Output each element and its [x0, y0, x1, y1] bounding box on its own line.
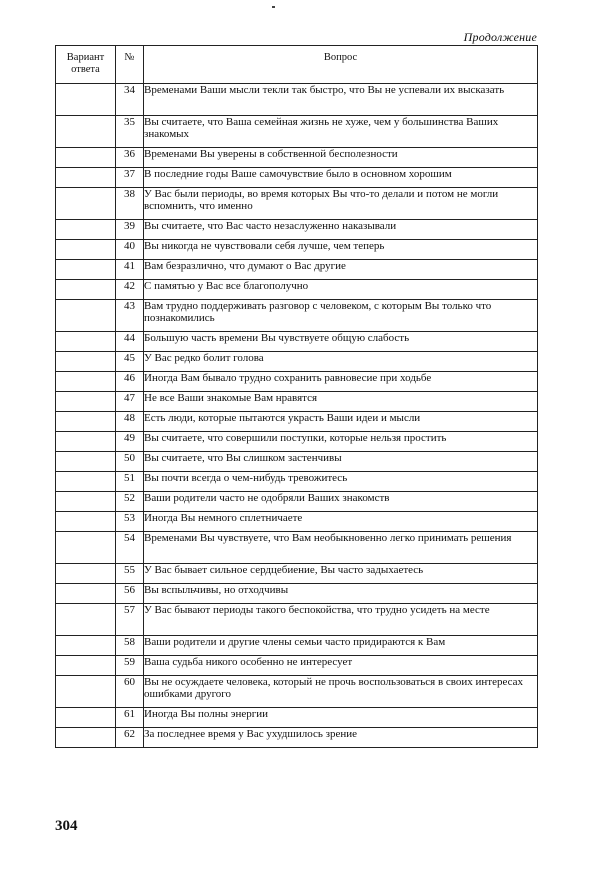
question-number: 59: [116, 656, 144, 676]
answer-cell[interactable]: [56, 372, 116, 392]
question-number: 41: [116, 260, 144, 280]
table-row: [56, 260, 538, 280]
table-row: [56, 220, 538, 240]
column-header-answer: Вариант ответа: [56, 46, 116, 84]
question-text: Не все Ваши знакомые Вам нравятся: [144, 392, 538, 412]
question-number: 38: [116, 188, 144, 220]
question-text: Ваши родители и другие члены семьи часто придираются к Вам: [144, 636, 538, 656]
question-text: Иногда Вы немного сплетничаете: [144, 512, 538, 532]
column-header-number: №: [116, 46, 144, 84]
table-row: [56, 240, 538, 260]
column-header-question: Вопрос: [144, 46, 538, 84]
answer-cell[interactable]: [56, 392, 116, 412]
question-text: Вы никогда не чувствовали себя лучше, чем теперь: [144, 240, 538, 260]
continuation-label: Продолжение: [463, 30, 537, 44]
answer-cell[interactable]: [56, 676, 116, 708]
table-row: [56, 564, 538, 584]
table-row: [56, 512, 538, 532]
question-number: 44: [116, 332, 144, 352]
answer-cell[interactable]: [56, 188, 116, 220]
answer-cell[interactable]: [56, 412, 116, 432]
question-text: У Вас были периоды, во время которых Вы что-то делали и потом не могли вспомнить, что именно: [144, 188, 538, 220]
table-row: [56, 676, 538, 708]
table-header-row: [56, 46, 538, 84]
question-number: 47: [116, 392, 144, 412]
table-row: [56, 300, 538, 332]
table-row: [56, 492, 538, 512]
table-row: [56, 584, 538, 604]
question-number: 48: [116, 412, 144, 432]
answer-cell[interactable]: [56, 168, 116, 188]
question-text: Вы почти всегда о чем-нибудь тревожитесь: [144, 472, 538, 492]
answer-cell[interactable]: [56, 452, 116, 472]
table-row: [56, 148, 538, 168]
question-text: Временами Вы уверены в собственной бесполезности: [144, 148, 538, 168]
question-number: 45: [116, 352, 144, 372]
question-number: 60: [116, 676, 144, 708]
table-row: [56, 352, 538, 372]
question-text: Вы вспыльчивы, но отходчивы: [144, 584, 538, 604]
table-row: [56, 168, 538, 188]
question-text: Временами Вы чувствуете, что Вам необыкновенно легко принимать решения: [144, 532, 538, 564]
question-text: В последние годы Ваше самочувствие было в основном хорошим: [144, 168, 538, 188]
table-row: [56, 372, 538, 392]
question-number: 39: [116, 220, 144, 240]
table-row: [56, 432, 538, 452]
table-row: [56, 708, 538, 728]
table-row: [56, 604, 538, 636]
table-row: [56, 392, 538, 412]
question-text: Вам безразлично, что думают о Вас другие: [144, 260, 538, 280]
question-number: 57: [116, 604, 144, 636]
table-row: [56, 452, 538, 472]
question-text: Ваша судьба никого особенно не интересует: [144, 656, 538, 676]
question-number: 49: [116, 432, 144, 452]
answer-cell[interactable]: [56, 584, 116, 604]
question-number: 40: [116, 240, 144, 260]
question-number: 51: [116, 472, 144, 492]
question-text: Есть люди, которые пытаются украсть Ваши идеи и мысли: [144, 412, 538, 432]
question-text: Временами Ваши мысли текли так быстро, что Вы не успевали их высказать: [144, 84, 538, 116]
question-number: 50: [116, 452, 144, 472]
question-number: 52: [116, 492, 144, 512]
answer-cell[interactable]: [56, 564, 116, 584]
question-text: Вы считаете, что Вас часто незаслуженно наказывали: [144, 220, 538, 240]
table-row: [56, 84, 538, 116]
question-number: 34: [116, 84, 144, 116]
question-number: 35: [116, 116, 144, 148]
table-row: [56, 412, 538, 432]
table-row: [56, 280, 538, 300]
answer-cell[interactable]: [56, 116, 116, 148]
question-text: С памятью у Вас все благополучно: [144, 280, 538, 300]
answer-cell[interactable]: [56, 636, 116, 656]
table-row: [56, 656, 538, 676]
table-row: [56, 332, 538, 352]
question-text: У Вас редко болит голова: [144, 352, 538, 372]
answer-cell[interactable]: [56, 84, 116, 116]
question-text: У Вас бывают периоды такого беспокойства, что трудно усидеть на месте: [144, 604, 538, 636]
answer-cell[interactable]: [56, 148, 116, 168]
question-number: 43: [116, 300, 144, 332]
answer-cell[interactable]: [56, 532, 116, 564]
question-number: 53: [116, 512, 144, 532]
question-number: 62: [116, 728, 144, 748]
question-text: Иногда Вам бывало трудно сохранить равновесие при ходьбе: [144, 372, 538, 392]
answer-cell[interactable]: [56, 240, 116, 260]
table-row: [56, 116, 538, 148]
answer-cell[interactable]: [56, 352, 116, 372]
answer-cell[interactable]: [56, 656, 116, 676]
question-number: 61: [116, 708, 144, 728]
answer-cell[interactable]: [56, 220, 116, 240]
question-number: 37: [116, 168, 144, 188]
answer-cell[interactable]: [56, 472, 116, 492]
table-row: [56, 472, 538, 492]
question-number: 46: [116, 372, 144, 392]
question-text: Иногда Вы полны энергии: [144, 708, 538, 728]
table-row: [56, 636, 538, 656]
answer-cell[interactable]: [56, 260, 116, 280]
question-text: Ваши родители часто не одобряли Ваших знакомств: [144, 492, 538, 512]
answer-cell[interactable]: [56, 512, 116, 532]
question-text: У Вас бывает сильное сердцебиение, Вы часто задыхаетесь: [144, 564, 538, 584]
question-number: 58: [116, 636, 144, 656]
question-text: Большую часть времени Вы чувствуете общую слабость: [144, 332, 538, 352]
answer-cell[interactable]: [56, 332, 116, 352]
answer-cell[interactable]: [56, 432, 116, 452]
question-text: За последнее время у Вас ухудшилось зрение: [144, 728, 538, 748]
question-number: 54: [116, 532, 144, 564]
answer-cell[interactable]: [56, 492, 116, 512]
answer-cell[interactable]: [56, 604, 116, 636]
question-text: Вы считаете, что Вы слишком застенчивы: [144, 452, 538, 472]
questionnaire-table: [55, 45, 538, 748]
question-number: 56: [116, 584, 144, 604]
question-text: Вы не осуждаете человека, который не прочь воспользоваться в своих интересах ошибками другого: [144, 676, 538, 708]
question-number: 55: [116, 564, 144, 584]
table-row: [56, 188, 538, 220]
answer-cell[interactable]: [56, 280, 116, 300]
page-number: 304: [55, 818, 78, 834]
question-text: Вы считаете, что Ваша семейная жизнь не хуже, чем у большинства Ваших знакомых: [144, 116, 538, 148]
table-row: [56, 728, 538, 748]
answer-cell[interactable]: [56, 728, 116, 748]
scan-mark: [272, 6, 275, 8]
answer-cell[interactable]: [56, 300, 116, 332]
question-text: Вы считаете, что совершили поступки, которые нельзя простить: [144, 432, 538, 452]
question-number: 36: [116, 148, 144, 168]
question-number: 42: [116, 280, 144, 300]
question-text: Вам трудно поддерживать разговор с человеком, с которым Вы только что познакомились: [144, 300, 538, 332]
answer-cell[interactable]: [56, 708, 116, 728]
table-row: [56, 532, 538, 564]
